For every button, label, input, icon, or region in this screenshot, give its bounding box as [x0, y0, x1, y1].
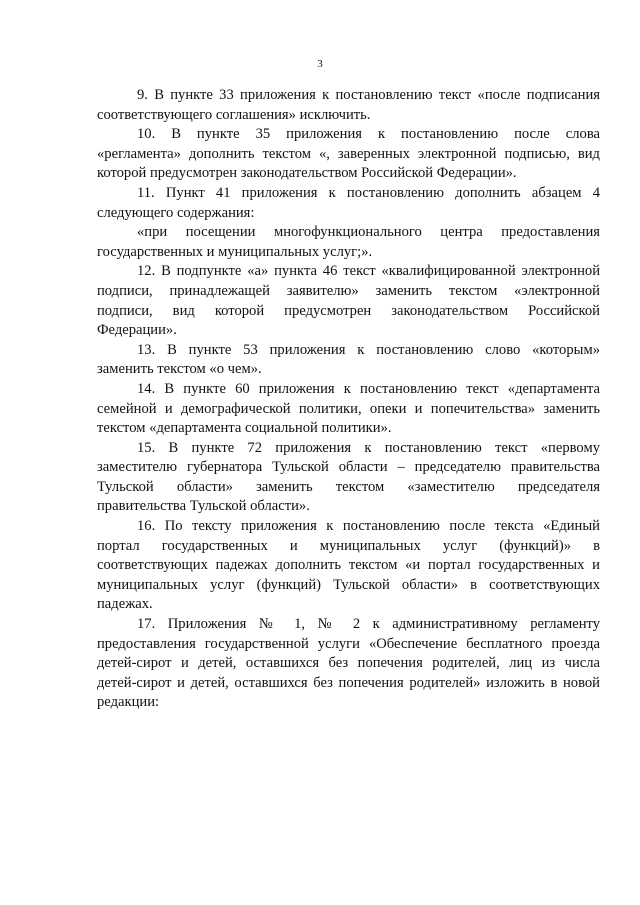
- text-line: заместителю губернатора Тульской области – председателю правительства: [97, 459, 600, 476]
- text-line: следующего содержания:: [97, 204, 255, 221]
- paragraph-1: [97, 86, 600, 125]
- text-line: 15. В пункте 72 приложения к постановлению текст «первому: [137, 439, 600, 456]
- paragraph-2: [97, 125, 600, 184]
- text-line: 10. В пункте 35 приложения к постановлению после слова: [137, 126, 600, 143]
- text-line: предоставления государственной услуги «Обеспечение бесплатного проезда: [97, 635, 600, 652]
- text-line: портал государственных и муниципальных услуг (функций)» в: [97, 537, 600, 554]
- paragraph-3: [97, 184, 600, 223]
- paragraph-8: [97, 439, 600, 517]
- text-line: «регламента» дополнить текстом «, заверенных электронной подписью, вид: [97, 145, 600, 162]
- text-line: соответствующих падежах дополнить текстом «и портал государственных и: [97, 557, 600, 574]
- paragraph-6: [97, 341, 600, 380]
- text-line: 12. В подпункте «а» пункта 46 текст «квалифицированной электронной: [137, 263, 600, 280]
- paragraph-5: [97, 262, 600, 340]
- text-line: «при посещении многофункционального центра предоставления: [137, 224, 600, 241]
- text-line: 14. В пункте 60 приложения к постановлению текст «департамента: [137, 380, 600, 397]
- page-number: 3: [317, 58, 323, 70]
- paragraph-4: [97, 223, 600, 262]
- text-line: детей-сирот и детей, оставшихся без попечения родителей» изложить в новой: [97, 674, 600, 691]
- paragraph-10: [97, 615, 600, 713]
- text-line: 17. Приложения № 1, № 2 к административному регламенту: [137, 616, 600, 633]
- text-line: подписи, вид которой предусмотрен законодательством Российской: [97, 302, 600, 319]
- paragraph-9: [97, 517, 600, 615]
- text-line: подписи, принадлежащей заявителю» заменить текстом «электронной: [97, 282, 600, 299]
- text-line: Тульской области» заменить текстом «заместителю председателя: [97, 478, 600, 495]
- text-line: заменить текстом «о чем».: [97, 361, 262, 378]
- text-line: падежах.: [97, 596, 153, 613]
- text-line: которой предусмотрен законодательством Российской Федерации».: [97, 165, 517, 182]
- text-line: 13. В пункте 53 приложения к постановлению слово «которым»: [137, 341, 600, 358]
- text-line: 9. В пункте 33 приложения к постановлению текст «после подписания: [137, 87, 600, 103]
- text-line: семейной и демографической политики, опеки и попечительства» заменить: [97, 400, 600, 417]
- text-line: 16. По тексту приложения к постановлению после текста «Единый: [137, 518, 600, 535]
- text-line: Федерации».: [97, 322, 177, 339]
- text-line: муниципальных услуг (функций) Тульской области» в соответствующих: [97, 576, 600, 593]
- text-line: соответствующего соглашения» исключить.: [97, 106, 371, 123]
- paragraph-7: [97, 380, 600, 439]
- text-line: правительства Тульской области».: [97, 498, 310, 515]
- text-line: текстом «департамента социальной политики».: [97, 420, 392, 437]
- text-line: редакции:: [97, 694, 160, 711]
- text-line: детей-сирот и детей, оставшихся без попечения родителей, лиц из числа: [97, 655, 600, 672]
- text-line: 11. Пункт 41 приложения к постановлению дополнить абзацем 4: [137, 184, 600, 201]
- text-line: государственных и муниципальных услуг;».: [97, 243, 373, 260]
- document-body: [97, 86, 600, 713]
